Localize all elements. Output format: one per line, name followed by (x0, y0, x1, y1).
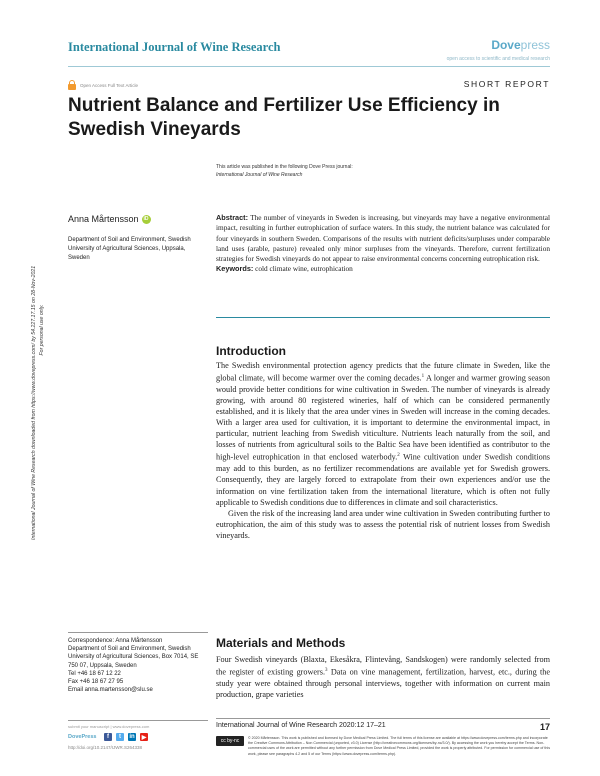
citation-ref-3[interactable]: 3 (325, 668, 328, 674)
introduction-paragraph-2: Given the risk of the increasing land area under wine cultivation in Sweden contributing further to eutrophication, the aim of this study was to assess the potential risk of nutrient losses from Swedish vineyards. (216, 508, 550, 540)
doi-link[interactable]: http://doi.org/10.2147/IJWR.S264338 (68, 745, 143, 750)
linkedin-icon[interactable]: in (129, 734, 135, 740)
personal-use-line: For personal use only. (39, 304, 45, 356)
abstract-text: The number of vineyards in Sweden is increasing, but vineyards may have a negative environmental impact, resulting in further eutrophication of surface waters. In this study, the nutrient balance was calculated for four vineyards in southern Sweden. Comparisons of the results with nutrient deficits/surpluses under comparable land uses (arable, pasture) revealed only minor surpluses from the vineyards. Therefore, current fertilization strategies for Swedish vineyards do not appear to raise environmental concerns concerning eutrophication risk. (216, 213, 550, 264)
publication-note (216, 163, 353, 179)
footer-left (68, 720, 208, 750)
introduction-body (216, 360, 550, 541)
methods-text-b: Data on vine management, fertilization, harvest, etc., during the study year were obtained through personal interviews, together with information on current main production, grape varieties (216, 667, 550, 700)
license-text: © 2020 Mårtensson. This work is published and licensed by Dove Medical Press Limited. The full terms of this license are available at https://www.dovepress.com/terms.php and incorporate the Creative Commons Attribution – Non Commercial (unported, v3.0) License (http://creativecommons.org/licenses/by-nc/3.0/). By accessing the work you hereby accept the Terms. Non-commercial uses of the work are permitted without any further permission from Dove Medical Press Limited, provided the work is properly attributed. For permission for commercial use of this work, please see paragraphs 4.2 and 5 of our Terms (https://www.dovepress.com/terms.php). (248, 736, 550, 756)
publication-note-line: This article was published in the following Dove Press journal: (216, 164, 353, 170)
intro-text-c: Wine cultivation under Swedish conditions may add to this burden, as no fertilizer recommendations are available yet for Swedish growers. Consequently, they are largely forced to extrapolate from their own experiences and/or use the information on vine fertilization taken from the international literature, which is often not fully applicable to Swedish conditions due to differences in climate and soil characteristics. (216, 453, 550, 507)
author-affiliation: Department of Soil and Environment, Swedish University of Agricultural Sciences, Uppsala, Sweden (68, 237, 191, 261)
correspondence-fax: Fax +46 18 67 27 95 (68, 679, 124, 686)
dovepress-logo[interactable]: DovePress (68, 734, 97, 740)
social-row (68, 733, 208, 741)
intro-text-b: A longer and warmer growing season would provide better conditions for wine cultivation in Sweden. The number of vineyards is already growing, with around 80 registered wineries, half of which can be considered permanently established, and it is likely that the area under vines in Sweden will increase in the coming decades. With a larger area used for cultivation, it is important to determine the environmental impact, in particular, nutrient leaching from Swedish viticulture. Nutrients leach naturally from the soil, and losses of nutrients from agricultural soils to the Baltic Sea have been identified as contributor to the high-level eutrophication in that enclosed waterbody. (216, 373, 550, 463)
publisher-block (447, 38, 550, 62)
keywords-text: cold climate wine, eutrophication (255, 264, 353, 274)
abstract-label: Abstract: (216, 213, 249, 222)
footer-citation-row (216, 722, 550, 732)
journal-header: International Journal of Wine Research (68, 40, 281, 54)
twitter-icon[interactable]: t (116, 733, 124, 741)
footer-right (216, 718, 550, 757)
article-type: SHORT REPORT (463, 79, 550, 89)
youtube-icon[interactable]: ▶ (141, 734, 147, 741)
methods-body (216, 654, 550, 700)
correspondence-label: Correspondence: Anna Mårtensson (68, 638, 163, 644)
introduction-heading: Introduction (216, 344, 286, 358)
correspondence-email[interactable]: Email anna.martensson@slu.se (68, 687, 153, 694)
footer-citation: International Journal of Wine Research 2020:12 17–21 (216, 722, 386, 729)
submit-manuscript-link[interactable]: submit your manuscript | www.dovepress.com (68, 724, 150, 729)
license-row (216, 736, 550, 757)
citation-ref-2[interactable]: 2 (397, 453, 400, 459)
orcid-icon[interactable]: iD (143, 216, 149, 222)
correspondence-block (68, 632, 208, 694)
citation-ref-1[interactable]: 1 (421, 374, 425, 380)
page-number: 17 (539, 722, 550, 732)
abstract-divider (216, 317, 550, 318)
download-notice (30, 120, 46, 540)
author-line (68, 214, 151, 224)
methods-heading: Materials and Methods (216, 636, 346, 650)
publication-note-journal: International Journal of Wine Research (216, 172, 303, 178)
correspondence-tel: Tel +46 18 67 12 22 (68, 670, 121, 677)
publisher-name: Dove (491, 38, 521, 52)
intro-text-a: The Swedish environmental protection agency predicts that the future climate in Sweden, like the global climate, will become warmer over the coming decades. (216, 361, 550, 383)
publisher-tagline: open access to scientific and medical research (446, 56, 550, 62)
open-access-badge (68, 80, 138, 90)
facebook-icon[interactable]: f (104, 733, 112, 741)
article-title: Nutrient Balance and Fertilizer Use Efficiency in Swedish Vineyards (68, 95, 500, 140)
publisher-logo[interactable] (447, 38, 550, 52)
abstract (216, 213, 550, 275)
publisher-suffix: press (520, 38, 550, 52)
introduction-paragraph-1 (216, 360, 550, 508)
author-name: Anna Mårtensson (68, 214, 139, 224)
download-notice-line: International Journal of Wine Research downloaded from https://www.dovepress.com/ by 54.227.17.15 on 28-Nov-2021 (31, 265, 37, 540)
open-lock-icon (68, 80, 76, 90)
cc-license-badge[interactable]: cc by-nc (216, 736, 244, 746)
keywords-label: Keywords: (216, 264, 254, 274)
header-divider (68, 66, 550, 67)
correspondence-address: Department of Soil and Environment, Swedish University of Agricultural Sciences, Box 7014, SE 750 07, Uppsala, Sweden (68, 646, 199, 669)
methods-text-a: Four Swedish vineyards (Blaxta, Ekesåkra, Flintevång, Sandskogen) were randomly selected from the register of existing growers. (216, 655, 550, 677)
open-access-label: Open Access Full Text Article (80, 82, 138, 88)
